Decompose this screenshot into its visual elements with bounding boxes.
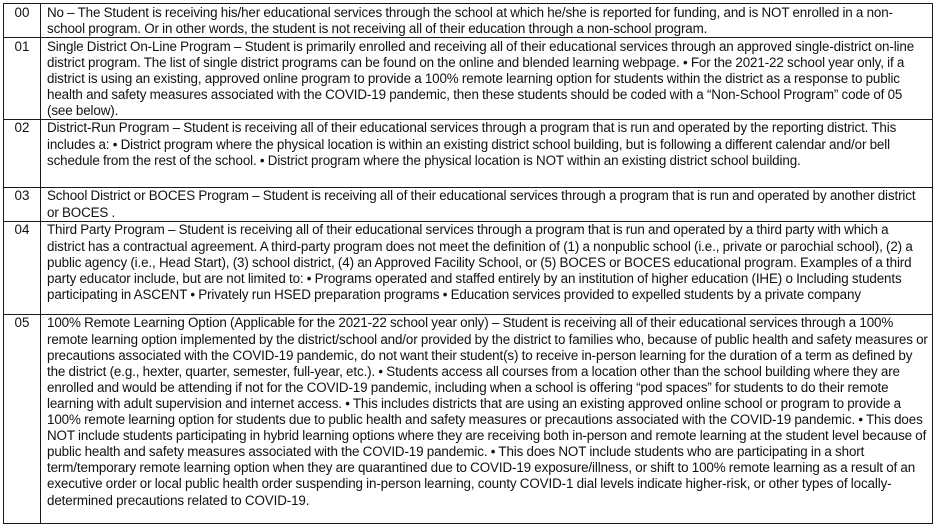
table-row <box>4 314 933 523</box>
non-school-program-codes-table <box>3 3 933 524</box>
table-row <box>4 38 933 120</box>
description-cell: School District or BOCES Program – Student is receiving all of their educational services through a program that is run and operated by another district or BOCES . <box>41 187 933 221</box>
description-cell: District-Run Program – Student is receiving all of their educational services through a program that is run and operated by the reporting district. This includes a: • District program where the physical location is within an existing district school building, but is following a different calendar and/or bell schedule from the rest of the school. • District program where the physical location is NOT within an existing district school building. <box>41 119 933 187</box>
table-row <box>4 221 933 314</box>
description-cell: No – The Student is receiving his/her educational services through the school at which he/she is reported for funding, and is NOT enrolled in a non-school program. Or in other words, the student is not receiving all of their education through a non-school program. <box>41 4 933 38</box>
table-row <box>4 119 933 187</box>
code-cell: 00 <box>4 4 41 38</box>
description-cell: Third Party Program – Student is receiving all of their educational services through a program that is run and operated by a third party with which a district has a contractual agreement. A third-party program does not meet the definition of (1) a nonpublic school (i.e., private or parochial school), (2) a public agency (i.e., Head Start), (3) school district, (4) an Approved Facility School, or (5) BOCES or BOCES educational program. Examples of a third party educator include, but are not limited to: • Programs operated and staffed entirely by an institution of higher education (IHE) o Including students participating in ASCENT • Privately run HSED preparation programs • Education services provided to expelled students by a private company <box>41 221 933 314</box>
code-cell: 03 <box>4 187 41 221</box>
code-cell: 01 <box>4 38 41 120</box>
description-cell: Single District On-Line Program – Student is primarily enrolled and receiving all of their educational services through an approved single-district on-line district program. The list of single district programs can be found on the online and blended learning webpage. • For the 2021-22 school year only, if a district is using an existing, approved online program to provide a 100% remote learning option for students within the district as a response to public health and safety measures associated with the COVID-19 pandemic, then these students should be coded with a “Non-School Program” code of 05 (see below). <box>41 38 933 120</box>
table-row <box>4 187 933 221</box>
table-row <box>4 4 933 38</box>
code-cell: 04 <box>4 221 41 314</box>
code-cell: 02 <box>4 119 41 187</box>
code-cell: 05 <box>4 314 41 523</box>
description-cell: 100% Remote Learning Option (Applicable for the 2021-22 school year only) – Student is receiving all of their educational services through a 100% remote learning option implemented by the district/school and/or provided by the district to families who, because of public health and safety measures or precautions associated with the COVID-19 pandemic, do not want their student(s) to receive in-person learning for the duration of a term as defined by the district (e.g., hexter, quarter, semester, full-year, etc.). • Students access all courses from a location other than the school building where they are enrolled and would be attending if not for the COVID-19 pandemic, including when a school is offering “pod spaces” for students to do their remote learning with adult supervision and internet access. • This includes districts that are using an existing approved online school or program to provide a 100% remote learning option for students due to public health and safety measures or precautions associated with the COVID-19 pandemic. • This does NOT include students participating in hybrid learning options where they are receiving both in-person and remote learning at the student level because of public health and safety measures associated with the COVID-19 pandemic. • This does NOT include students who are participating in a short term/temporary remote learning option when they are quarantined due to COVID-19 exposure/illness, or shift to 100% remote learning as a result of an executive order or local public health order suspending in-person learning, county COVID-1 dial levels indicate higher-risk, or other types of locally-determined precautions related to COVID-19. <box>41 314 933 523</box>
